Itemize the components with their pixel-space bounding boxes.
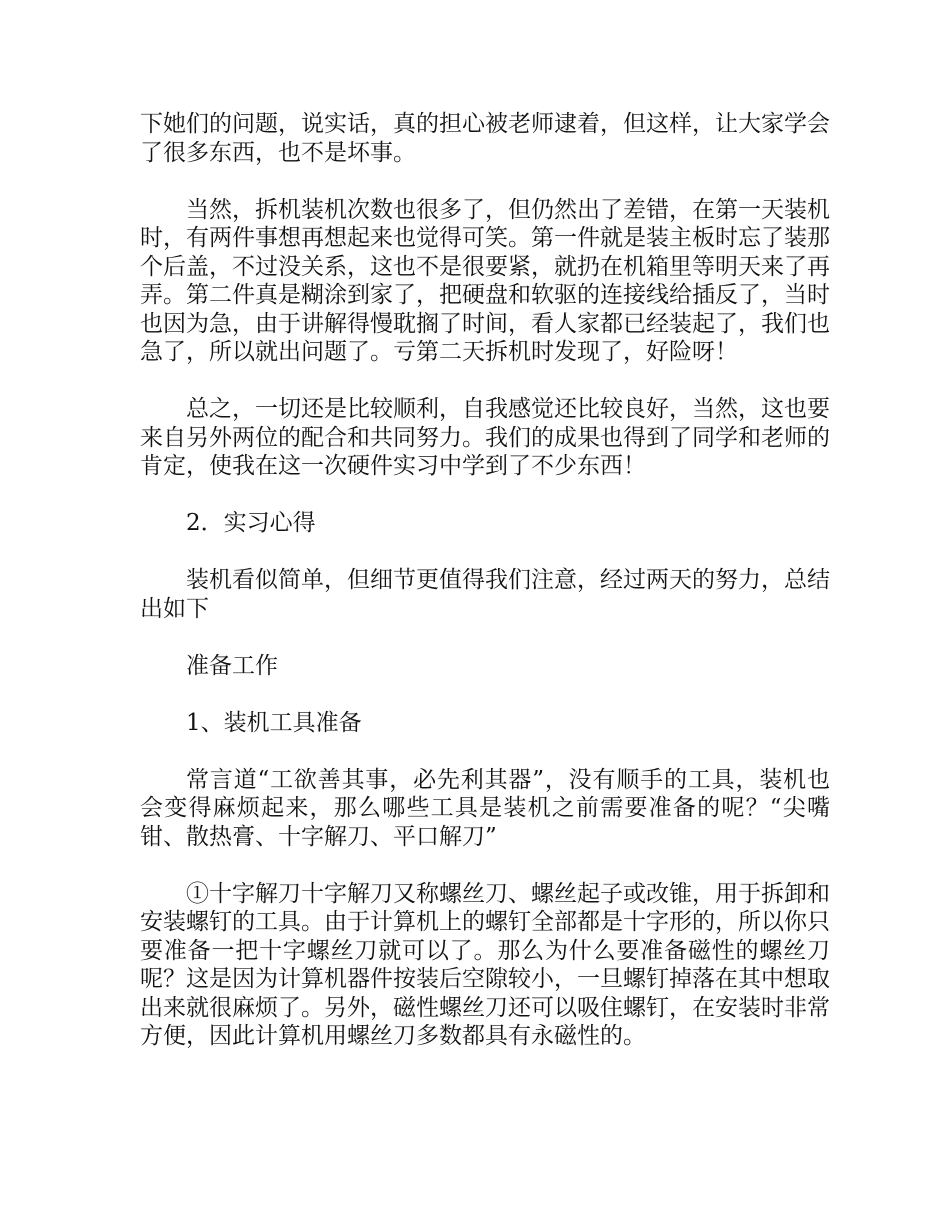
section-heading-experience: 2．实习心得: [186, 510, 316, 536]
subheading-preparation: 准备工作: [186, 652, 278, 679]
paragraph-mistakes: 当然，拆机装机次数也很多了，但仍然出了差错，在第一天装机时，有两件事想再想起来也觉得可笑。第一件就是装主板时忘了装那个后盖，不过没关系，这也不是很要紧，就扔在机箱里等明天来了再弄。第二件真是糊涂到家了，把硬盘和软驱的连接线给插反了，当时也因为急，由于讲解得慢耽搁了时间，看人家都已经装起了，我们也急了，所以就出问题了。亏第二天拆机时发现了，好险呀！: [140, 196, 830, 365]
paragraph-screwdriver: ①十字解刀十字解刀又称螺丝刀、螺丝起子或改锥，用于拆卸和安装螺钉的工具。由于计算机上的螺钉全部都是十字形的，所以你只要准备一把十字螺丝刀就可以了。那么为什么要准备磁性的螺丝刀呢？这是因为计算机器件按装后空隙较小，一旦螺钉掉落在其中想取出来就很麻烦了。另外，磁性螺丝刀还可以吸住螺钉，在安装时非常方便，因此计算机用螺丝刀多数都具有永磁性的。: [140, 880, 830, 1049]
paragraph-tools-list: 常言道“工欲善其事，必先利其器”，没有顺手的工具，装机也会变得麻烦起来，那么哪些工具是装机之前需要准备的呢？“尖嘴钳、散热膏、十字解刀、平口解刀”: [140, 766, 830, 850]
paragraph-intro: 装机看似简单，但细节更值得我们注意，经过两天的努力，总结出如下: [140, 567, 830, 622]
document-page: [140, 110, 830, 1079]
subheading-tools: 1、装机工具准备: [186, 709, 362, 736]
paragraph-continuation: 下她们的问题，说实话，真的担心被老师逮着，但这样，让大家学会了很多东西，也不是坏事。: [140, 111, 830, 166]
paragraph-summary: 总之，一切还是比较顺利，自我感觉还比较良好，当然，这也要来自另外两位的配合和共同努力。我们的成果也得到了同学和老师的肯定，使我在这一次硬件实习中学到了不少东西！: [140, 396, 830, 479]
